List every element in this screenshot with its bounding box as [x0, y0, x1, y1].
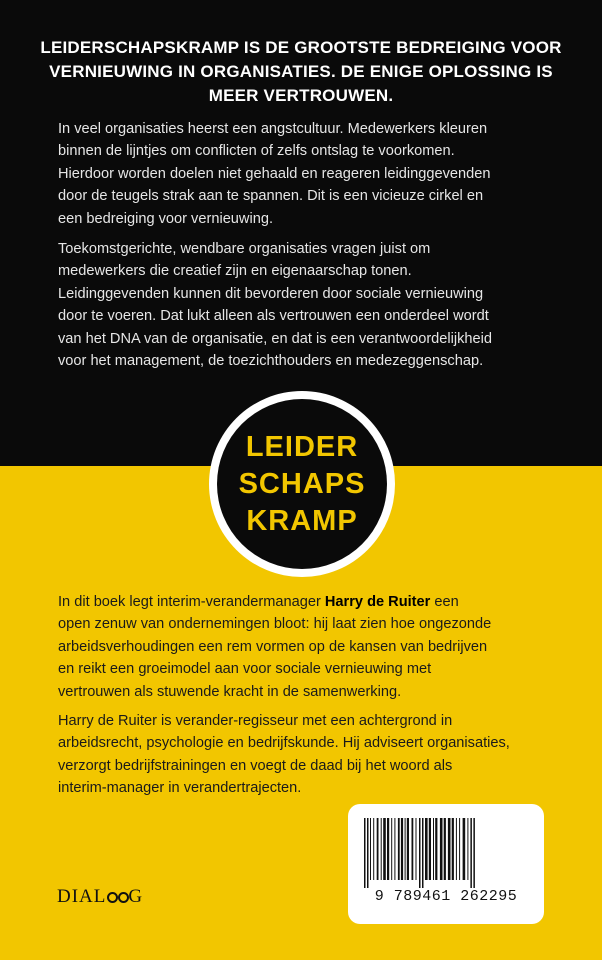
barcode-bar: [367, 818, 369, 888]
headline-line: LEIDERSCHAPSKRAMP IS DE GROOTSTE BEDREIGING VOOR: [40, 38, 562, 57]
barcode-bar: [422, 818, 424, 888]
title-badge-inner: [217, 399, 387, 569]
text-line: medewerkers die creatief zijn en eigenaarschap tonen.: [58, 263, 412, 280]
text-line: door te voeren. Dat lukt alleen als vertrouwen een onderdeel wordt: [58, 308, 489, 325]
barcode-bar: [398, 818, 400, 880]
barcode-bar: [448, 818, 451, 880]
text-line: binnen de lijntjes om conflicten of zelfs ontslag te voorkomen.: [58, 143, 455, 160]
isbn-number: 9 789461 262295: [374, 888, 518, 905]
text-line: en reikt een groeimodel aan voor sociale vernieuwing met: [58, 661, 432, 678]
text-fragment: In dit boek legt interim-verandermanager: [58, 594, 321, 610]
publisher-text: G: [128, 886, 144, 907]
barcode-bar: [473, 818, 475, 888]
barcode-bar: [383, 818, 386, 880]
barcode-bar: [405, 818, 406, 880]
text-line: arbeidsrecht, psychologie en bedrijfskunde. Hij adviseert organisaties,: [58, 735, 510, 752]
barcode-bar: [419, 818, 421, 888]
barcode-bar: [444, 818, 446, 880]
barcode-bar: [456, 818, 457, 880]
text-line: een bedreiging voor vernieuwing.: [58, 210, 273, 227]
second-paragraph: [58, 238, 558, 372]
barcode-bar: [433, 818, 434, 880]
text-line: Harry de Ruiter is verander-regisseur met een achtergrond in: [58, 713, 453, 729]
barcode-bar: [435, 818, 437, 880]
text-line: verzorgt bedrijfstrainingen en voegt de daad bij het woord als: [58, 757, 453, 774]
headline: [40, 36, 562, 108]
barcode: [364, 818, 528, 888]
text-line: interim-manager in verandertrajecten.: [58, 780, 302, 797]
text-line: door de teugels strak aan te spannen. Dit is een vicieuze cirkel en: [58, 188, 484, 205]
barcode-bar: [429, 818, 431, 880]
barcode-bar: [425, 818, 428, 880]
barcode-bar: [373, 818, 374, 880]
barcode-bar: [377, 818, 379, 880]
book-description-paragraph: [58, 591, 558, 703]
barcode-bar: [387, 818, 389, 880]
barcode-bar: [416, 818, 417, 880]
text-line: vertrouwen als stuwende kracht in de samenwerking.: [58, 683, 402, 700]
title-line: LEIDER: [245, 430, 359, 463]
author-name: Harry de Ruiter: [324, 594, 431, 610]
text-line: arbeidsverhoudingen een rem vormen op de kansen van bedrijven: [58, 638, 488, 655]
text-line: open zenuw van ondernemingen bloot: hij laat zien hoe ongezonde: [58, 616, 492, 633]
author-bio-paragraph: [58, 710, 558, 800]
barcode-label: [348, 804, 544, 924]
text-line: Toekomstgerichte, wendbare organisaties vragen juist om: [58, 241, 431, 257]
barcode-bar: [440, 818, 443, 880]
text-line: In veel organisaties heerst een angstcultuur. Medewerkers kleuren: [58, 121, 488, 137]
barcode-bar: [364, 818, 366, 888]
barcode-bar: [394, 818, 395, 880]
barcode-bar: [412, 818, 414, 880]
barcode-bar: [463, 818, 466, 880]
title-line: SCHAPS: [238, 467, 366, 500]
text-line: Leidinggevenden kunnen dit bevorderen door sociale vernieuwing: [58, 285, 484, 302]
barcode-bar: [467, 818, 468, 880]
barcode-bar: [459, 818, 460, 880]
headline-line: VERNIEUWING IN ORGANISATIES. DE ENIGE OPLOSSING IS: [49, 62, 553, 81]
barcode-bar: [401, 818, 403, 880]
publisher-logo: [57, 886, 143, 908]
publisher-text: DIAL: [57, 886, 107, 907]
barcode-bar: [407, 818, 409, 880]
text-line: voor het management, de toezichthouders en medezeggenschap.: [58, 353, 484, 370]
text-line: van het DNA van de organisatie, en dat is een verantwoordelijkheid: [58, 330, 493, 347]
publisher-circle-icon: [107, 892, 118, 903]
barcode-bar: [381, 818, 382, 880]
text-line: [58, 591, 558, 613]
barcode-bar: [470, 818, 472, 888]
text-line: Hierdoor worden doelen niet gehaald en reageren leidinggevenden: [58, 165, 491, 182]
title-line: KRAMP: [246, 504, 358, 537]
barcode-bar: [370, 818, 371, 880]
intro-paragraph: [58, 118, 558, 230]
title-badge: [209, 391, 395, 577]
text-fragment: een: [434, 594, 459, 610]
barcode-bar: [391, 818, 392, 880]
barcode-bar: [452, 818, 454, 880]
headline-line: MEER VERTROUWEN.: [208, 86, 394, 105]
